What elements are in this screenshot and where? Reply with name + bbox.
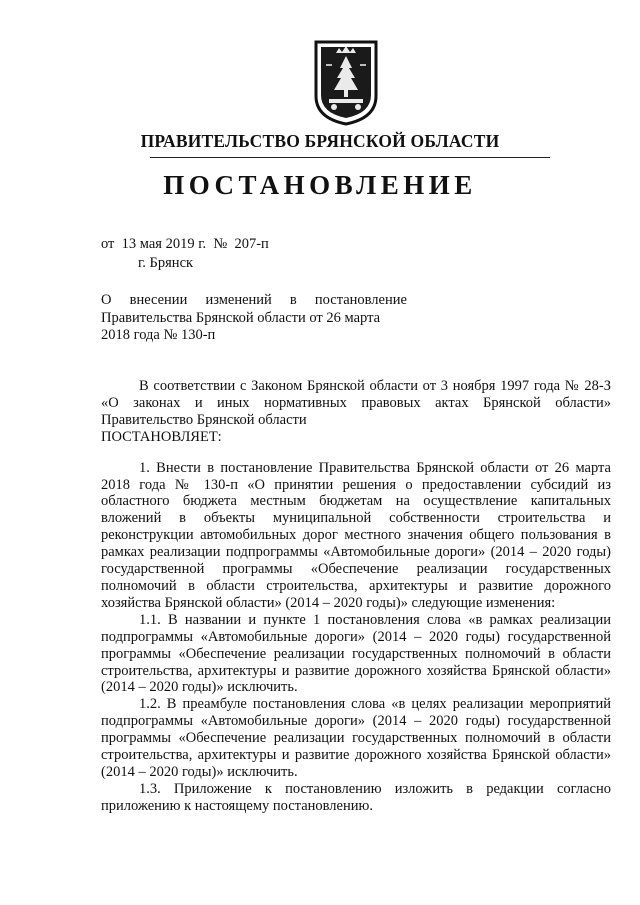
subject-line-2: Правительства Брянской области от 26 марта [101, 309, 381, 326]
subject-word: О [101, 292, 112, 308]
subject-word: постановление [314, 292, 407, 308]
document-subject [101, 292, 407, 345]
item-1-2-paragraph: 1.2. В преамбуле постановления слова «в целях реализации мероприятий подпрограммы «Автомобильные дороги» (2014 – 2020 годы) государственной программы «Обеспечение реализации государственных полномочий в области строительства, архитектуры и развитие дорожного хозяйства Брянской области» (2014 – 2020 годы)» исключить. [101, 696, 611, 780]
preamble-paragraph: В соответствии с Законом Брянской области от 3 ноября 1997 года № 28-З «О законах и иных нормативных правовых актах Брянской области» Правительство Брянской области [101, 378, 611, 428]
government-name: ПРАВИТЕЛЬСТВО БРЯНСКОЙ ОБЛАСТИ [140, 131, 500, 151]
header-divider [150, 157, 550, 158]
item-1-paragraph: 1. Внести в постановление Правительства Брянской области от 26 марта 2018 года № 130-п «О принятии решения о предоставлении субсидий из областного бюджета местным бюджетам на осуществление капитальных вложений в объекты муниципальной собственности строительства и реконструкции автомобильных дорог местного значения общего пользования в рамках реализации подпрограммы «Автомобильные дороги» (2014 – 2020 годы) государственной программы «Обеспечение реализации государственных полномочий в области строительства, архитектуры и развитие дорожного хозяйства Брянской области» (2014 – 2020 годы)» следующие изменения: [101, 459, 611, 611]
city-line: г. Брянск [138, 255, 194, 271]
date-number-line: от 13 мая 2019 г. № 207-п [101, 236, 269, 252]
item-1-1-paragraph: 1.1. В названии и пункте 1 постановления слова «в рамках реализации подпрограммы «Автомобильные дороги» (2014 – 2020 годы) государственной программы «Обеспечение реализации государственных полномочий в области строительства, архитектуры и развитие дорожного хозяйства Брянской области» (2014 – 2020 годы)» исключить. [101, 611, 611, 696]
item-1-3-paragraph: 1.3. Приложение к постановлению изложить в редакции согласно приложению к настоящему постановлению. [101, 780, 611, 814]
bryansk-coat-of-arms-icon [312, 38, 380, 128]
subject-line-3: 2018 года № 130-п [101, 327, 216, 343]
subject-word: в [289, 292, 297, 308]
decree-word: ПОСТАНОВЛЯЕТ: [101, 428, 222, 445]
subject-line-1 [101, 292, 407, 310]
subject-word: внесении [129, 292, 188, 308]
subject-word: изменений [205, 292, 272, 308]
document-body [101, 378, 611, 815]
document-type-title: ПОСТАНОВЛЕНИЕ [163, 170, 477, 200]
